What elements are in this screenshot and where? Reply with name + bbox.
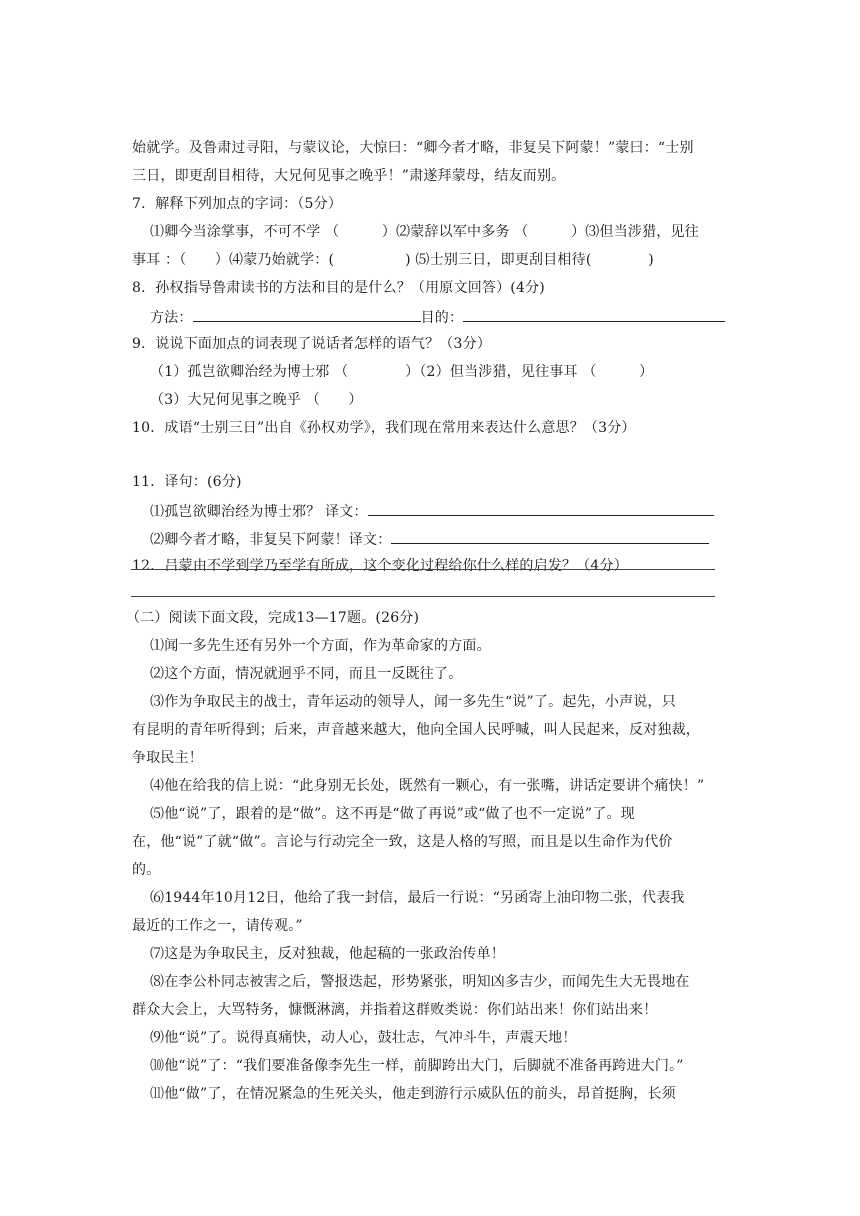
translate-prompt: ⑴孤岂欲卿治经为博士邪？ 译文：: [150, 504, 368, 520]
question-8-answer-row: [150, 306, 725, 328]
question-10-title: 10．成语“士别三日”出自《孙权劝学》，我们现在常用来表达什么意思？（3分）: [132, 420, 636, 436]
question-7-line: 事耳 ：（ ）⑷蒙乃始就学：( ) ⑸士别三日，即更刮目相待( ): [132, 252, 654, 268]
passage-line: 三日，即更刮目相待，大兄何见事之晚乎！”肃遂拜蒙母，结友而别。: [132, 168, 566, 184]
purpose-label: 目的：: [420, 310, 464, 326]
answer-line[interactable]: [131, 569, 715, 570]
reading-paragraph: ⑺这是为争取民主，反对独裁，他起稿的一张政治传单！: [150, 946, 505, 962]
reading-paragraph: ⑼他“说”了。说得真痛快，动人心，鼓壮志，气冲斗牛，声震天地！: [150, 1030, 577, 1046]
reading-paragraph: 群众大会上，大骂特务，慷慨淋漓，并指着这群败类说：你们站出来！你们站出来！: [132, 1002, 658, 1018]
question-9-line: （1）孤岂欲卿治经为博士邪 （ ）（2）但当涉猎，见往事耳 （ ）: [150, 364, 654, 380]
question-7-line: ⑴卿今当涂掌事，不可不学 （ ）⑵蒙辞以军中多务 （ ）⑶但当涉猎，见往: [150, 224, 699, 240]
passage-line: 始就学。及鲁肃过寻阳，与蒙议论，大惊曰：“卿今者才略，非复吴下阿蒙！”蒙曰：“士别: [132, 140, 694, 156]
reading-paragraph: 最近的工作之一，请传观。”: [132, 918, 303, 934]
reading-paragraph: ⑷他在给我的信上说：“此身别无长处，既然有一颗心，有一张嘴，讲话定要讲个痛快！”: [150, 778, 705, 794]
reading-paragraph: ⑵这个方面，情况就迥乎不同，而且一反既往了。: [150, 666, 463, 682]
translate-prompt: ⑵卿今者才略，非复吴下阿蒙！译文：: [150, 532, 392, 548]
answer-line[interactable]: [131, 596, 715, 597]
reading-paragraph: ⑴闻一多先生还有另外一个方面，作为革命家的方面。: [150, 638, 491, 654]
method-label: 方法：: [150, 310, 193, 326]
reading-paragraph: 的。: [132, 862, 161, 878]
translation-blank[interactable]: [368, 500, 714, 516]
reading-paragraph: 争取民主！: [132, 750, 203, 766]
question-11-item: [150, 500, 714, 522]
reading-paragraph: ⑾他“做”了，在情况紧急的生死关头，他走到游行示威队伍的前头，昂首挺胸，长须: [150, 1086, 676, 1102]
reading-paragraph: 有昆明的青年听得到；后来，声音越来越大，他向全国人民呼喊，叫人民起来，反对独裁，: [132, 722, 700, 738]
question-9-title: 9．说说下面加点的词表现了说话者怎样的语气？（3分）: [132, 336, 492, 352]
purpose-answer-blank[interactable]: [463, 306, 725, 322]
reading-paragraph: 在，他“说”了就“做”。言论与行动完全一致，这是人格的写照，而且是以生命作为代价: [132, 834, 673, 850]
question-7-title: 7．解释下列加点的字词：（5分）: [132, 196, 343, 212]
translation-blank[interactable]: [391, 528, 709, 544]
question-8-title: 8．孙权指导鲁肃读书的方法和目的是什么？（用原文回答）(4分): [132, 280, 545, 296]
reading-paragraph: ⑶作为争取民主的战士，青年运动的领导人，闻一多先生“说”了。起先，小声说，只: [150, 694, 676, 710]
question-11-item: [150, 528, 709, 550]
reading-paragraph: ⑹1944年10月12日，他给了我一封信，最后一行说：“另函寄上油印物二张，代表我: [150, 890, 685, 906]
question-9-line: （3）大兄何见事之晚乎 （ ）: [150, 392, 363, 408]
reading-paragraph: ⑻在李公朴同志被害之后，警报迭起，形势紧张，明知凶多吉少，而闻先生大无畏地在: [150, 974, 690, 990]
question-11-title: 11．译句：(6分): [132, 474, 242, 490]
method-answer-blank[interactable]: [193, 306, 421, 322]
question-12-title: 12．吕蒙由不学到学乃至学有所成，这个变化过程给你什么样的启发？（4分）: [132, 558, 628, 574]
reading-paragraph: ⑽他“说”了：“我们要准备像李先生一样，前脚跨出大门，后脚就不准备再跨进大门。”: [150, 1058, 684, 1074]
section-2-title: （二）阅读下面文段，完成13—17题。(26分): [126, 610, 420, 626]
reading-paragraph: ⑸他“说”了，跟着的是“做”。这不再是“做了再说”或“做了也不一定说”了。现: [150, 806, 635, 822]
